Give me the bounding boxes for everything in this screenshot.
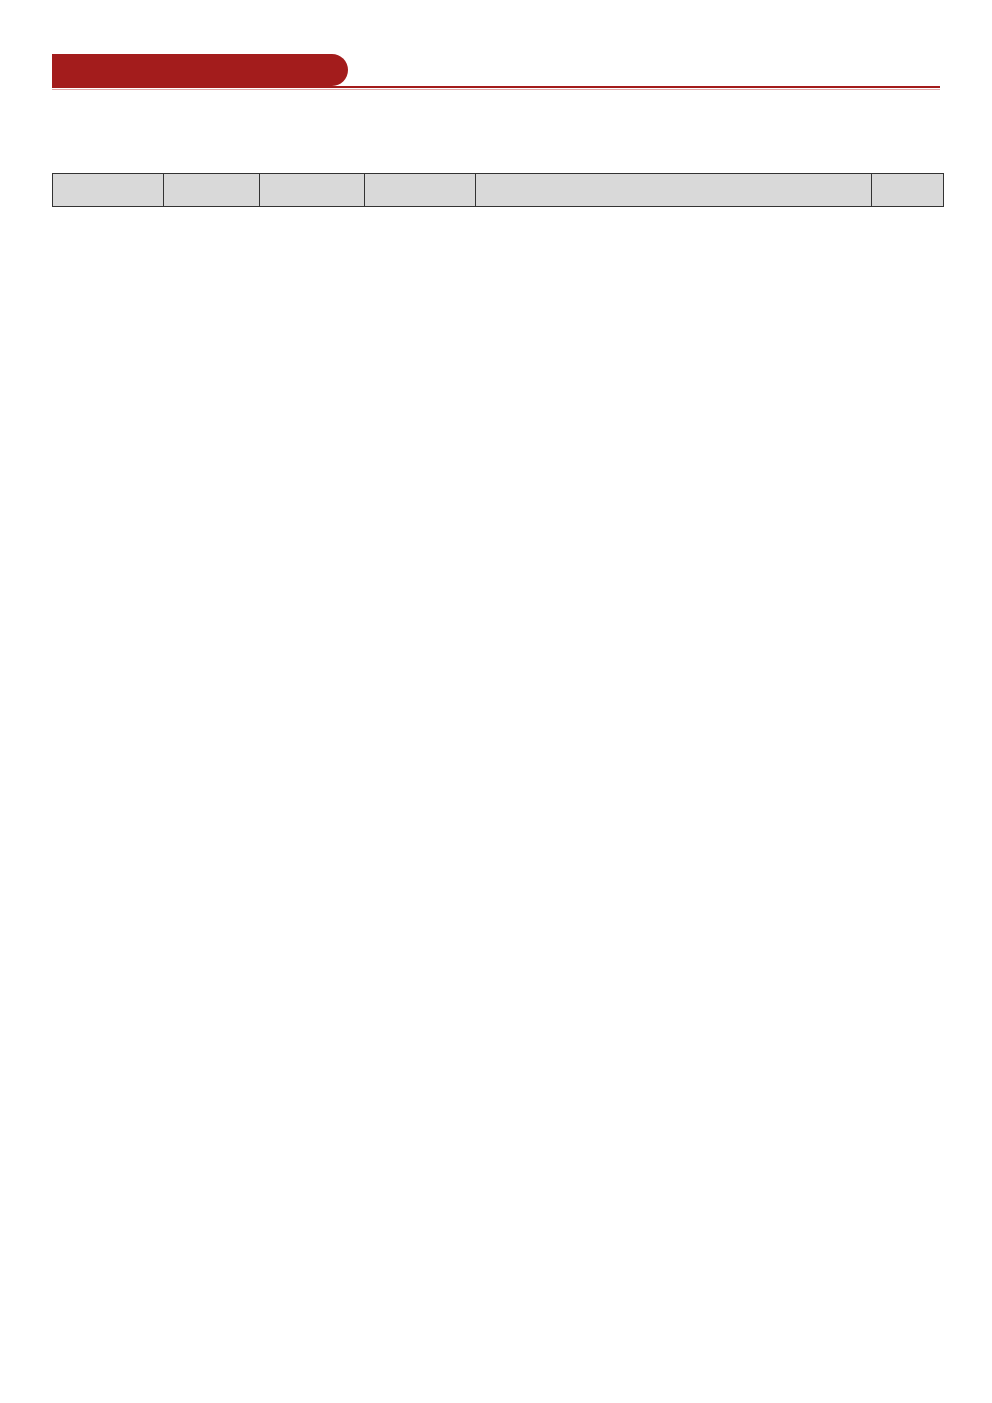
header-rule xyxy=(52,86,940,88)
header-textbook xyxy=(365,174,476,207)
header-course xyxy=(164,174,260,207)
table-header-row xyxy=(53,174,944,207)
header-class xyxy=(53,174,164,207)
header-start-date xyxy=(872,174,944,207)
header-tab xyxy=(52,54,348,86)
header-banner xyxy=(52,54,940,90)
program-table xyxy=(52,173,944,207)
header-schedule xyxy=(260,174,365,207)
header-content xyxy=(476,174,872,207)
header-rule-thin xyxy=(52,89,940,90)
